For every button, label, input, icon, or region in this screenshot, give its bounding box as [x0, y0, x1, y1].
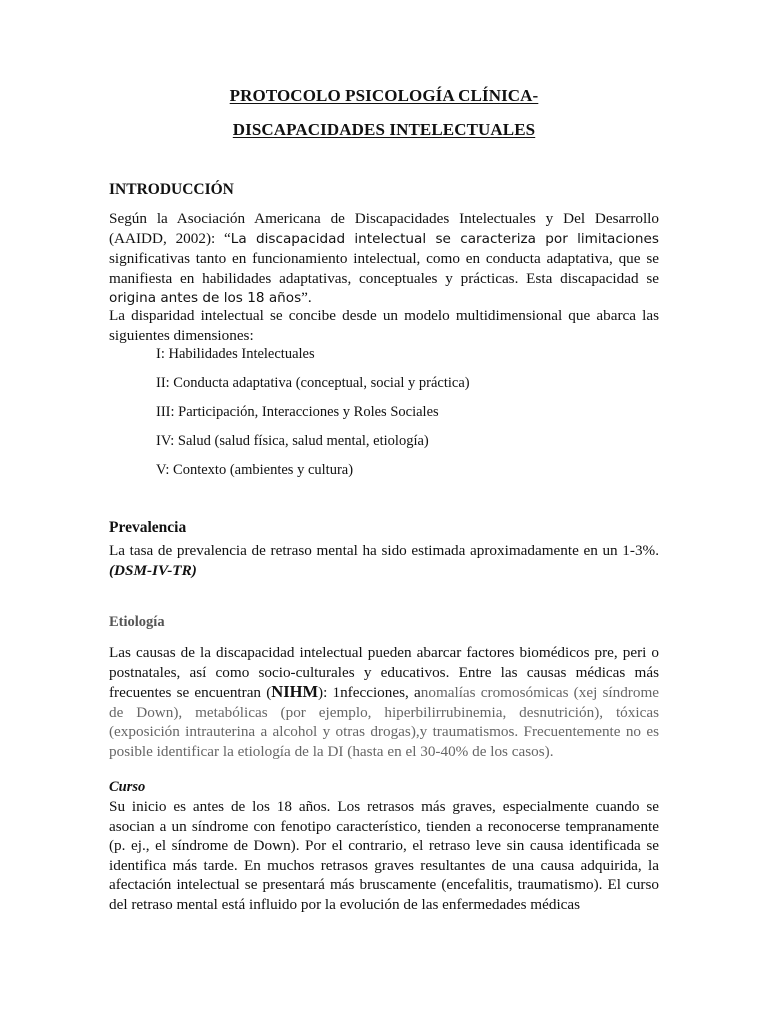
document-title-line2: DISCAPACIDADES INTELECTUALES [232, 120, 536, 139]
etiologia-paragraph [109, 643, 659, 761]
list-item: III: Participación, Interacciones y Roles Sociales [156, 404, 439, 420]
list-item: V: Contexto (ambientes y cultura) [156, 462, 354, 478]
etiologia-nihm: NIHM [271, 682, 319, 701]
section-heading-curso: Curso [109, 779, 146, 795]
list-item: II: Conducta adaptativa (conceptual, social y práctica) [156, 375, 470, 391]
section-heading-prevalencia: Prevalencia [109, 519, 187, 536]
section-heading-introduccion: INTRODUCCIÓN [109, 181, 234, 198]
intro-quote-end: origina antes de los 18 años [109, 290, 302, 307]
intro-text-c: significativas tanto en funcionamiento intelectual, como en conducta adaptativa, que se manifiesta en habilidades adaptativas, conceptuales y prácticas. Esta discapacidad se [109, 250, 659, 287]
dimensions-list [156, 344, 470, 489]
intro-text-a: Según la Asociación Americana de Discapacidades Intelectuales y Del Desarrollo (AAIDD, 2002): “ [109, 210, 659, 247]
intro-quote-start: La discapacidad intelectual se caracteriza por limitaciones [230, 230, 659, 247]
disparidad-paragraph: La disparidad intelectual se concibe desde un modelo multidimensional que abarca las siguientes dimensiones: [109, 307, 659, 344]
document-title-line1: PROTOCOLO PSICOLOGÍA CLÍNICA- [229, 86, 539, 105]
section-heading-etiologia: Etiología [109, 614, 165, 630]
list-item: IV: Salud (salud física, salud mental, etiología) [156, 433, 429, 449]
etiologia-text-a: Las causas de la discapacidad intelectual pueden abarcar factores biomédicos pre, peri o postnatales, así como socio-culturales y educativos. Entre las causas médicas más frecuentes se encuentran ( [109, 644, 659, 701]
etiologia-text-b: ): 1nfecciones, a [318, 684, 421, 701]
list-item: I: Habilidades Intelectuales [156, 346, 315, 362]
prevalencia-paragraph [109, 541, 659, 580]
introduccion-paragraph [109, 209, 659, 309]
prevalencia-source: (DSM-IV-TR) [109, 561, 197, 579]
etiologia-text-c: nomalías cromosómicas (xej síndrome de Down), metabólicas (por ejemplo, hiperbilirrubinemia, desnutrición), tóxicas (exposición intrauterina a alcohol y otras drogas),y traumatismos. Frecuentemente no es posible identificar la etiología de la DI (hasta en el 30-40% de los casos). [109, 684, 659, 760]
prevalencia-text: La tasa de prevalencia de retraso mental ha sido estimada aproximadamente en un 1-3%. [109, 542, 659, 559]
intro-text-e: ”. [301, 289, 312, 307]
curso-paragraph: Su inicio es antes de los 18 años. Los retrasos más graves, especialmente cuando se asocian a un síndrome con fenotipo característico, tienden a reconocerse tempranamente (p. ej., el síndrome de Down). Por el contrario, el retraso leve sin causa identificada se identifica más tarde. En muchos retrasos graves resultantes de una causa adquirida, la afectación intelectual se presentará más bruscamente (encefalitis, traumatismo). El curso del retraso mental está influido por la evolución de las enfermedades médicas [109, 798, 659, 913]
